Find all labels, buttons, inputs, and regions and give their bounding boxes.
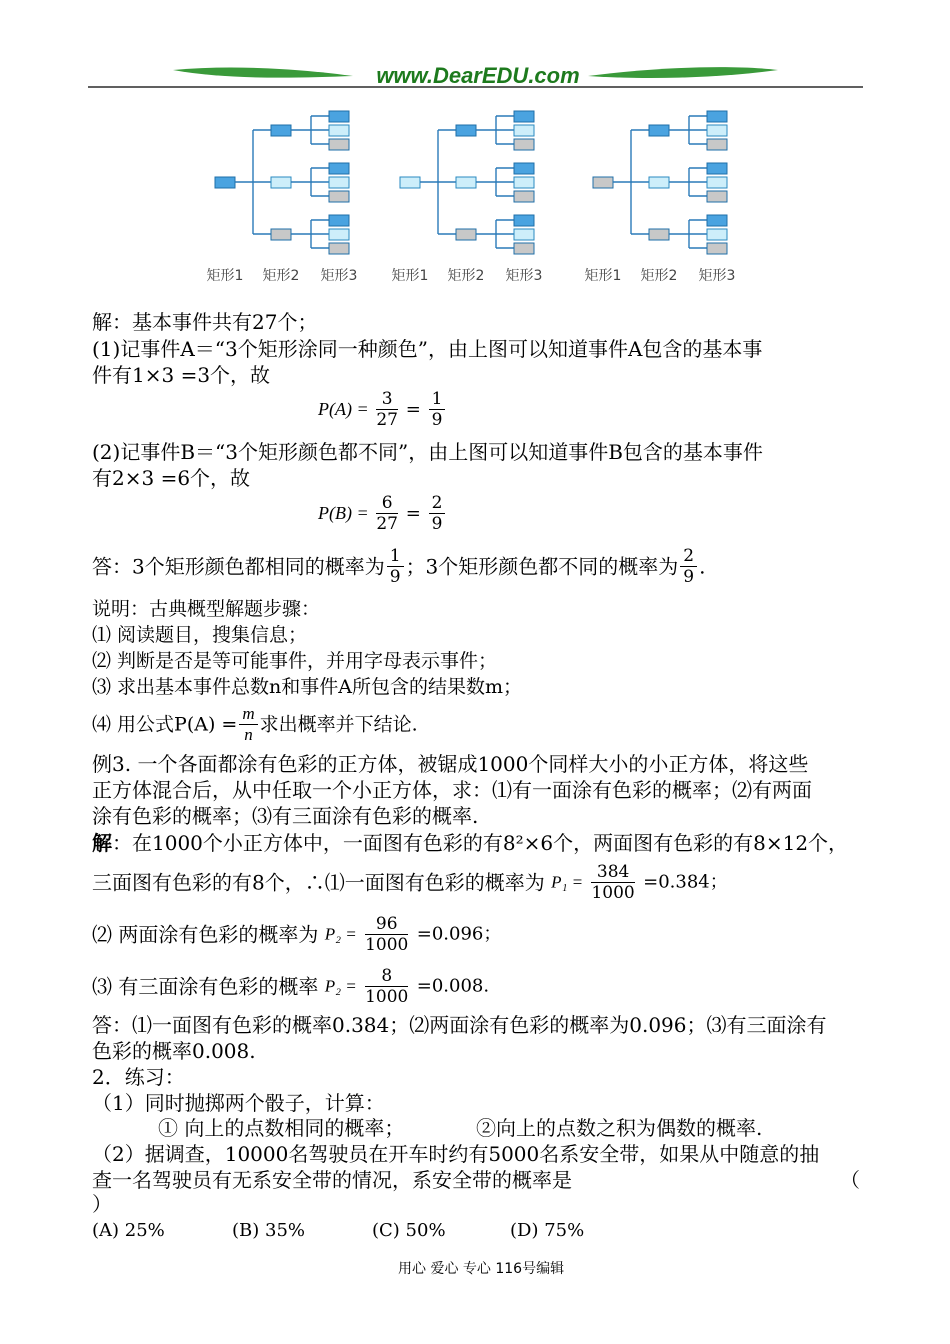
notes-title: 说明：古典概型解题步骤：: [92, 598, 321, 620]
example3-answer-line2: 色彩的概率0.008.: [92, 1039, 256, 1063]
example3-answer-line1: 答：⑴一面图有色彩的概率0.384；⑵两面涂有色彩的概率为0.096；⑶有三面涂有: [92, 1013, 827, 1037]
tree-leaf-rect: [329, 125, 349, 136]
practice-q1: （1）同时抛掷两个骰子，计算：: [92, 1091, 385, 1115]
event-a-line1: (1)记事件A＝“3个矩形涂同一种颜色”，由上图可以知道事件A包含的基本事: [92, 337, 763, 361]
left-leaf-swoosh: [173, 68, 353, 78]
example3-solution-line2: 三面图有色彩的有8个，∴⑴一面图有色彩的概率为 P₁ = $\frac{384}{1000}$ =0.384；: [92, 862, 728, 903]
tree-level2-rect: [649, 177, 669, 188]
notes-step-2: ⑵ 判断是否是等可能事件，并用字母表示事件；: [92, 650, 498, 672]
example3-p2: ⑵ 两面涂有色彩的概率为 P₂ = $\frac{96}{1000}$ =0.096；: [92, 914, 502, 955]
right-leaf-swoosh: [588, 67, 778, 78]
tree-diagrams: [195, 104, 755, 294]
tree-root-rect: [400, 177, 420, 188]
tree-leaf-rect: [514, 125, 534, 136]
tree-level-label: 矩形3: [505, 268, 543, 284]
tree-leaf-rect: [707, 177, 727, 188]
event-a-line2: 件有1×3 =3个，故: [92, 363, 271, 387]
practice-title: 2．练习：: [92, 1065, 185, 1089]
tree-level-label: 矩形2: [640, 268, 678, 284]
example3-solution-line1: 解：在1000个小正方体中，一面图有色彩的有8²×6个，两面图有色彩的有8×12个，: [92, 831, 849, 855]
tree-leaf-rect: [329, 163, 349, 174]
header-banner: [88, 60, 863, 92]
tree-level2-rect: [271, 125, 291, 136]
example3-line2: 正方体混合后，从中任取一个小正方体，求：⑴有一面涂有色彩的概率；⑵有两面: [92, 778, 812, 802]
tree-level2-rect: [649, 229, 669, 240]
practice-q1-b: ②向上的点数之积为偶数的概率.: [476, 1116, 763, 1140]
tree-leaf-rect: [514, 229, 534, 240]
tree-leaf-rect: [329, 243, 349, 254]
tree-leaf-rect: [514, 177, 534, 188]
tree-leaf-rect: [514, 139, 534, 150]
event-b-line1: (2)记事件B＝“3个矩形颜色都不同”，由上图可以知道事件B包含的基本事件: [92, 440, 763, 464]
tree-level2-rect: [456, 125, 476, 136]
notes-step-3: ⑶ 求出基本事件总数n和事件A所包含的结果数m；: [92, 676, 523, 698]
option-d: (D) 75%: [510, 1220, 585, 1241]
tree-level2-rect: [649, 125, 669, 136]
tree-root-rect: [593, 177, 613, 188]
option-c: (C) 50%: [372, 1220, 446, 1241]
formula-pb: P(B) = $\frac{6}{27}$ = $\frac{2}{9}$: [318, 493, 447, 534]
tree-level-label: 矩形1: [391, 268, 429, 284]
tree-leaf-rect: [514, 215, 534, 226]
solution-intro: 解：基本事件共有27个；: [92, 310, 318, 334]
tree-root-rect: [215, 177, 235, 188]
tree-leaf-rect: [707, 125, 727, 136]
tree-level2-rect: [271, 229, 291, 240]
option-a: (A) 25%: [92, 1220, 165, 1241]
tree-leaf-rect: [707, 163, 727, 174]
tree-level-label: 矩形2: [447, 268, 485, 284]
notes-step-4: ⑷ 用公式P(A) = $\frac{m}{n}$ 求出概率并下结论.: [92, 704, 418, 744]
tree-level2-rect: [456, 177, 476, 188]
tree-level-label: 矩形2: [262, 268, 300, 284]
example3-line3: 涂有色彩的概率；⑶有三面涂有色彩的概率.: [92, 804, 479, 828]
tree-leaf-rect: [707, 191, 727, 202]
tree-leaf-rect: [707, 139, 727, 150]
tree-leaf-rect: [514, 111, 534, 122]
tree-leaf-rect: [329, 229, 349, 240]
tree-level-label: 矩形1: [206, 268, 244, 284]
tree-leaf-rect: [514, 243, 534, 254]
notes-step-1: ⑴ 阅读题目，搜集信息；: [92, 624, 308, 646]
formula-pa: P(A) = $\frac{3}{27}$ = $\frac{1}{9}$: [318, 389, 447, 430]
practice-q2-line2: 查一名驾驶员有无系安全带的情况，系安全带的概率是: [92, 1168, 572, 1192]
practice-q1-a: ① 向上的点数相同的概率；: [158, 1116, 405, 1140]
tree-leaf-rect: [329, 139, 349, 150]
tree-leaf-rect: [707, 243, 727, 254]
answer-paren-open: （: [840, 1168, 860, 1192]
tree-level-label: 矩形3: [698, 268, 736, 284]
site-logo-text: www.DearEDU.com: [376, 63, 580, 88]
tree-leaf-rect: [329, 191, 349, 202]
tree-leaf-rect: [329, 215, 349, 226]
tree-leaf-rect: [514, 163, 534, 174]
tree-leaf-rect: [329, 177, 349, 188]
option-b: (B) 35%: [232, 1220, 306, 1241]
practice-q2-line1: （2）据调查，10000名驾驶员在开车时约有5000名系安全带，如果从中随意的抽: [92, 1142, 820, 1166]
tree-level2-rect: [456, 229, 476, 240]
tree-level-label: 矩形1: [584, 268, 622, 284]
tree-leaf-rect: [707, 215, 727, 226]
answer-line: 答：3个矩形颜色都相同的概率为 $\frac{1}{9}$ ；3个矩形颜色都不同的概率为 $\frac{2}{9}$ .: [92, 546, 706, 587]
example3-p3: ⑶ 有三面涂有色彩的概率 P₂ = $\frac{8}{1000}$ =0.008.: [92, 966, 490, 1007]
tree-level2-rect: [271, 177, 291, 188]
footer-text: 用心 爱心 专心 116号编辑: [398, 1261, 565, 1277]
tree-leaf-rect: [514, 191, 534, 202]
tree-leaf-rect: [707, 229, 727, 240]
tree-leaf-rect: [329, 111, 349, 122]
tree-leaf-rect: [707, 111, 727, 122]
event-b-line2: 有2×3 =6个，故: [92, 466, 251, 490]
tree-level-label: 矩形3: [320, 268, 358, 284]
answer-paren-close: ）: [92, 1192, 112, 1216]
example3-line1: 例3. 一个各面都涂有色彩的正方体，被锯成1000个同样大小的小正方体，将这些: [92, 752, 809, 776]
